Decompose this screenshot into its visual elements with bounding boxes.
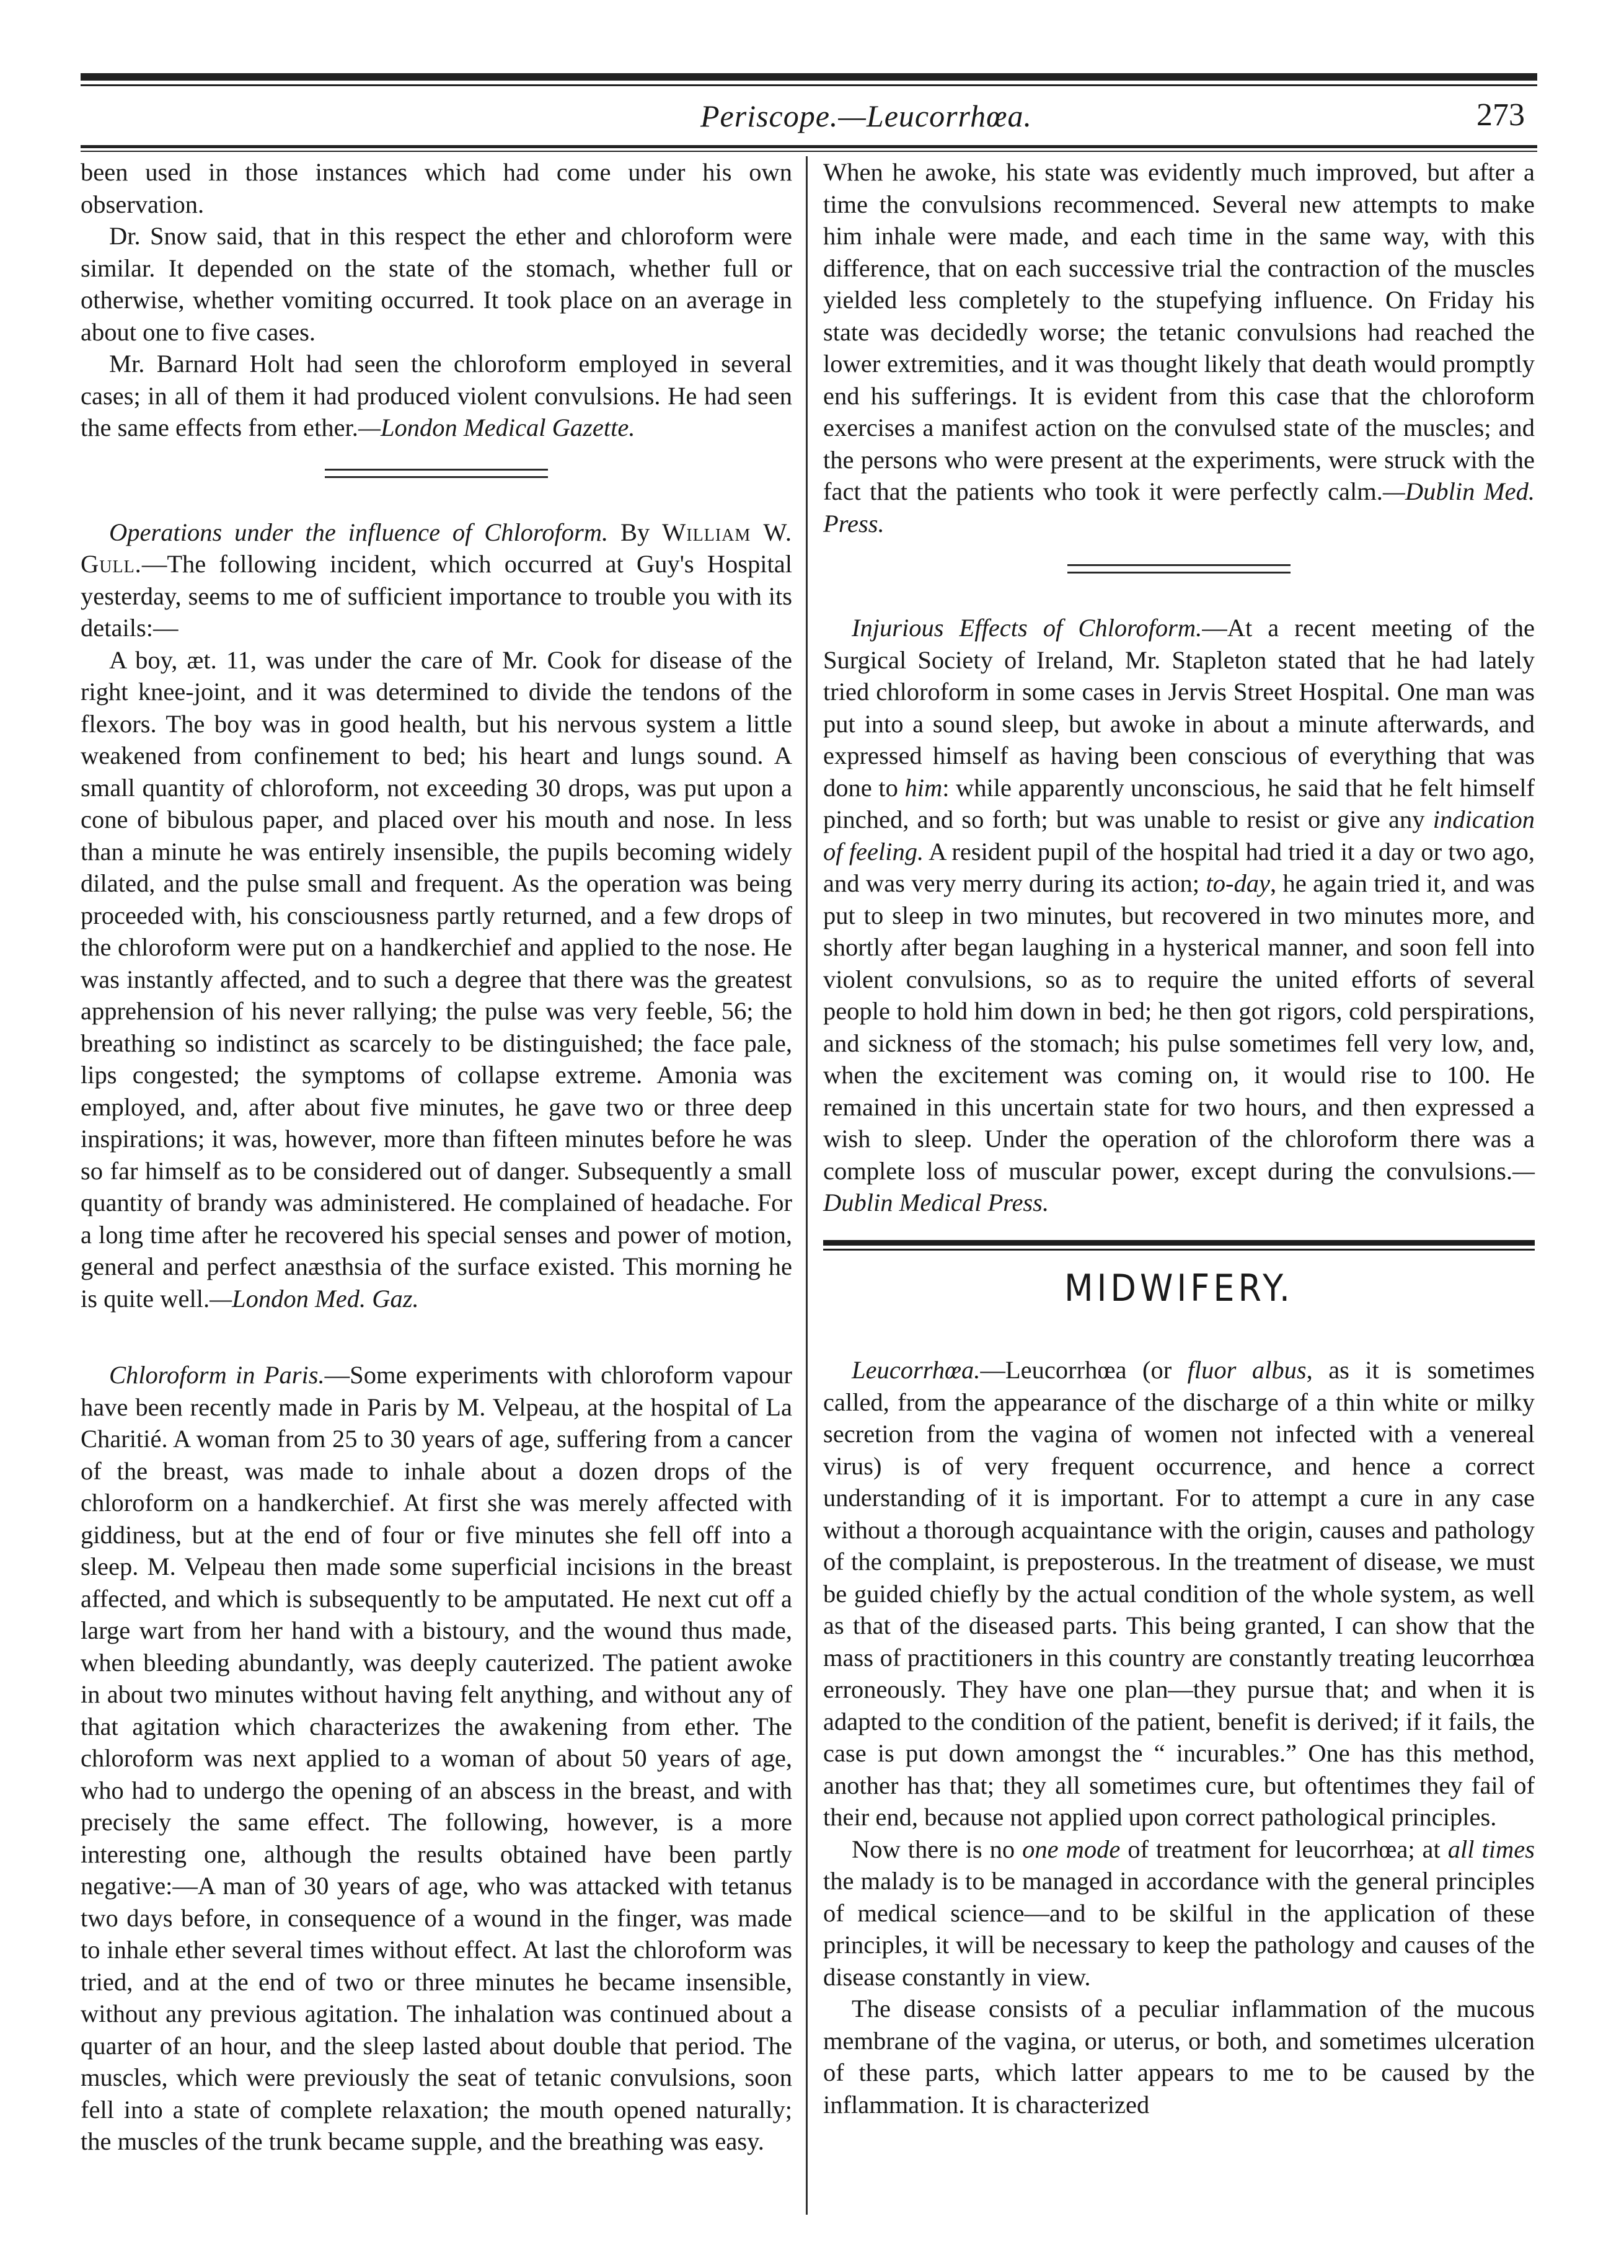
emphasis-text: him	[904, 773, 943, 802]
page-number: 273	[1476, 97, 1525, 133]
paragraph-text: —The following incident, which occurred at Guy's Hospital yesterday, seems to me of sufficient importance to trouble you with its details:—	[81, 550, 792, 642]
paragraph: Dr. Snow said, that in this respect the ether and chloroform were similar. It depended on the state of the stomach, whether full or otherwise, whether vomiting occurred. It took place on an average in about one to five cases.	[81, 222, 792, 346]
article-title: Chloroform in Paris.	[109, 1361, 325, 1389]
emphasis-text: to-day	[1206, 869, 1270, 897]
article-paragraph	[81, 516, 792, 644]
paragraph: The disease consists of a peculiar inflammation of the mucous membrane of the vagina, or uterus, or both, and sometimes ulceration of these parts, which latter appears to me to be caused by the inflammation. It is characterized	[823, 1995, 1535, 2119]
paragraph-text: When he awoke, his state was evidently much improved, but after a time the convulsions recommenced. Several new attempts to make him inhale were made, and each time in the same way, with this difference, that on each successive trial the contraction of the muscles yielded less completely to the stupefying influence. On Friday his state was decidedly worse; the tetanic convulsions had reached the lower extremities, and it was thought likely that death would promptly end his sufferings. It is evident from this case that the chloroform exercises a manifest action on the convulsed state of the muscles; and the persons who were present at the experiments, were struck with the fact that the patients who took it were perfectly calm.	[823, 158, 1535, 505]
paragraph-text: Now there is no	[852, 1835, 1023, 1863]
article-title: Operations under the influence of Chloroform.	[109, 518, 609, 546]
top-rule-thin	[81, 84, 1537, 86]
paragraph	[81, 644, 792, 1315]
header-rule	[81, 145, 1537, 148]
paragraph-text: Mr. Barnard Holt had seen the chloroform employed in several cases; in all of them it had produced violent convulsions. He had seen the same effects from ether.	[81, 350, 792, 441]
source-citation: —London Med. Gaz.	[210, 1284, 419, 1313]
source-citation: —Dublin Medical Press.	[823, 1156, 1535, 1216]
paragraph	[823, 1833, 1535, 1993]
article-paragraph	[81, 1359, 792, 2158]
paragraph	[823, 156, 1535, 539]
article-separator	[325, 469, 548, 478]
section-title: MIDWIFERY.	[1064, 1266, 1294, 1310]
paragraph-text: —Leucorrhœa (or	[980, 1356, 1188, 1384]
section-separator	[823, 1240, 1535, 1251]
paragraph-text: —Some experiments with chloroform vapour have been recently made in Paris by M. Velpeau, at the hospital of La Charitié. A woman from 25 to 30 years of age, suffering from a cancer of the breast, was made to inhale about a dozen drops of the chloroform on a handkerchief. At first she was merely affected with giddiness, but at the end of four or five minutes she fell off into a sleep. M. Velpeau then made some superficial incisions in the breast affected, and which is subsequently to be amputated. He next cut off a large wart from her hand with a bistoury, and the wound thus made, when bleeding abundantly, was deeply cauterized. The patient awoke in about two minutes without having felt anything, and without any of that agitation which characterizes the awakening from ether. The chloroform was next applied to a woman of about 50 years of age, who had to undergo the opening of an abscess in the breast, and with precisely the same effect. The following, however, is a more interesting one, although the results obtained have been partly negative:—A man of 30 years of age, who was attacked with tetanus two days before, in consequence of a wound in the finger, was made to inhale ether several times without effect. At last the chloroform was tried, and at the end of two or three minutes he became insensible, without any previous agitation. The inhalation was continued about a quarter of an hour, and the sleep lasted about double that period. The muscles, which were previously the seat of tetanic convulsions, soon fell into a state of complete relaxation; the mouth opened naturally; the muscles of the trunk became supple, and the breathing was easy.	[81, 1361, 792, 2155]
article-paragraph	[823, 612, 1535, 1219]
emphasis-text: one mode	[1022, 1835, 1121, 1863]
paragraph-text: : while apparently unconscious, he said that he felt himself pinched, and so forth; but was unable to resist or give any	[823, 773, 1535, 833]
emphasis-text: indication of feeling.	[823, 805, 1535, 866]
paragraph-text: , as it is sometimes called, from the appearance of the discharge of a thin white or milky secretion from the vagina of women not infected with a venereal virus) is of very frequent occurrence, and hence a correct understanding of it is important. For to attempt a cure in any case without a thorough acquaintance with the origin, causes and pathology of the complaint, is preposterous. In the treatment of disease, we must be guided chiefly by the actual condition of the whole system, as well as that of the diseased parts. This being granted, I can show that the mass of practitioners in this country are constantly treating leucorrhœa erroneously. They have one plan—they pursue that; and when it is adapted to the condition of the patient, benefit is derived; if it fails, the case is put down amongst the “ incurables.” One has this method, another has that; they all sometimes cure, but oftentimes they fail of their end, because not applied upon correct pathological principles.	[823, 1356, 1535, 1831]
article-separator	[1067, 564, 1291, 574]
top-rule-thick	[81, 73, 1537, 81]
paragraph	[81, 348, 792, 444]
running-head: Periscope.—Leucorrhœa.	[700, 99, 1032, 133]
column-divider	[806, 156, 808, 2215]
right-column	[823, 156, 1535, 2120]
article-paragraph	[823, 1354, 1535, 1833]
emphasis-text: fluor albus	[1187, 1356, 1307, 1384]
paragraph-text: the malady is to be managed in accordance with the general principles of medical science—and to be skilful in the application of these principles, it will be necessary to keep the pathology and causes of the disease constantly in view.	[823, 1867, 1535, 1991]
source-citation: —Dublin Med. Press.	[823, 477, 1535, 538]
article-title: Injurious Effects of Chloroform.	[852, 614, 1203, 642]
byline-by: By	[608, 518, 663, 546]
paragraph-text: , he again tried it, and was put to sleep in two minutes, but recovered in two minutes more, and shortly after began laughing in a hysterical manner, and soon fell into violent convulsions, so as to require the united efforts of several people to hold him down in bed; he then got rigors, cold perspirations, and sickness of the stomach; his pulse sometimes fell very low, and, when the excitement was coming on, it would rise to 100. He remained in this uncertain state for two hours, and then expressed a wish to sleep. Under the operation of the chloroform there was a complete loss of muscular power, except during the convulsions.	[823, 869, 1535, 1185]
article-title: Leucorrhœa.	[852, 1356, 981, 1384]
page-header	[81, 93, 1537, 143]
source-citation: —London Medical Gazette.	[358, 414, 635, 441]
emphasis-text: all times	[1447, 1835, 1535, 1863]
article-author: William W. Gull.	[81, 518, 792, 578]
paragraph: been used in those instances which had come under his own observation.	[81, 158, 792, 218]
header-rule-thin	[81, 151, 1537, 152]
paragraph-text: A boy, æt. 11, was under the care of Mr. Cook for disease of the right knee-joint, and it was determined to divide the tendons of the flexors. The boy was in good health, but his nervous system a little weakened from confinement to bed; his heart and lungs sound. A small quantity of chloroform, not exceeding 30 drops, was put upon a cone of bibulous paper, and placed over his mouth and nose. In less than a minute he was entirely insensible, the pupils becoming widely dilated, and the pulse small and frequent. As the operation was being proceeded with, his consciousness partly returned, and a few drops of the chloroform were put on a handkerchief and applied to the nose. He was instantly affected, and to such a degree that there was the greatest apprehension of his never rallying; the pulse was very feeble, 56; the breathing so indistinct as scarcely to be distinguished; the face pale, lips congested; the symptoms of collapse extreme. Amonia was employed, and, after about five minutes, he gave two or three deep inspirations; it was, however, more than fifteen minutes before he was so far himself as to be considered out of danger. Subsequently a small quantity of brandy was administered. He complained of headache. For a long time after he recovered his special senses and power of motion, general and perfect anæsthsia of the surface existed. This morning he is quite well.	[81, 645, 792, 1313]
left-column	[81, 156, 792, 2158]
paragraph-text: —At a recent meeting of the Surgical Society of Ireland, Mr. Stapleton stated that he had lately tried chloroform in some cases in Jervis Street Hospital. One man was put into a sound sleep, but awoke in about a minute afterwards, and expressed himself as having been conscious of everything that was done to	[823, 614, 1535, 802]
paragraph-text: of treatment for leucorrhœa; at	[1120, 1835, 1448, 1863]
paragraph-text: A resident pupil of the hospital had tried it a day or two ago, and was very merry during its action;	[823, 837, 1535, 897]
